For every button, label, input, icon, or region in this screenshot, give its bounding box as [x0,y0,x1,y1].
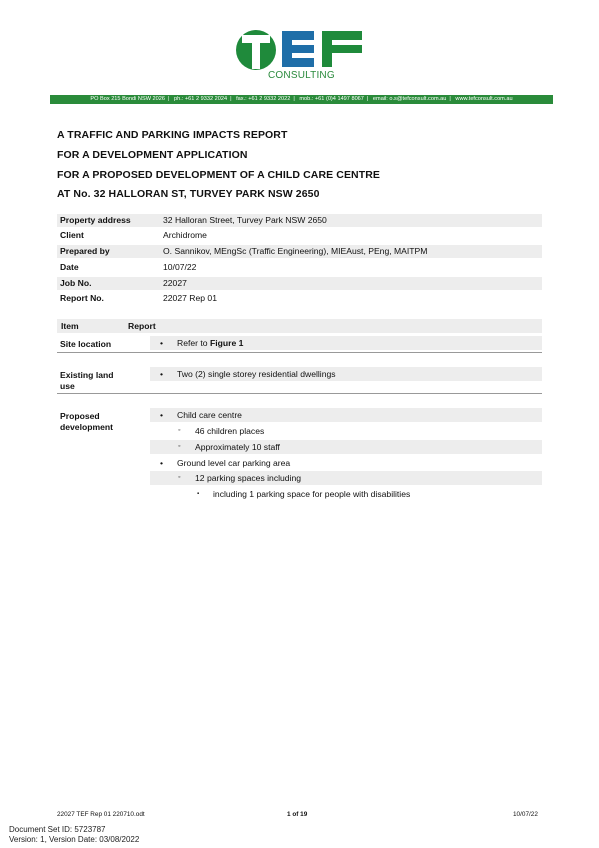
info-key: Job No. [60,278,92,288]
info-key: Property address [60,215,131,225]
info-row [57,277,542,290]
footer-date: 10/07/22 [513,811,538,818]
proposed-line-text: including 1 parking space for people with disabilities [213,489,411,499]
logo-subtitle: CONSULTING [268,70,335,81]
bullet-square: ▪ [197,491,200,497]
proposed-line [150,408,542,422]
contact-fax: fax.: +61 2 9332 2022 [236,96,291,102]
contact-bar: PO Box 215 Bondi NSW 2026 | ph.: +61 2 9332 2024 | fax.: +61 2 9332 2022 | mob.: +61 (0)4 1497 8067 | email: o.s@tefconsult.com.au | www.tefconsult.com.au [50,95,553,104]
proposed-line-text: Ground level car parking area [177,458,291,468]
site-location-text: Refer to Figure 1 [177,338,244,348]
info-value: 22027 Rep 01 [163,293,217,303]
bullet-disc: • [160,338,164,348]
report-table-header [57,319,542,333]
site-location-label: Site location [60,339,112,349]
info-value: 32 Halloran Street, Turvey Park NSW 2650 [163,215,327,225]
proposed-line [150,456,542,470]
logo-letter-t-stem [252,35,260,69]
title-line-1: A TRAFFIC AND PARKING IMPACTS REPORT [57,129,288,141]
bullet-disc: • [160,458,164,468]
title-line-3: FOR A PROPOSED DEVELOPMENT OF A CHILD CARE CENTRE [57,169,381,181]
row-separator [57,352,542,353]
info-value: 10/07/22 [163,262,197,272]
info-key: Prepared by [60,246,110,256]
info-value: 22027 [163,278,187,288]
proposed-line-text: 46 children places [195,426,265,436]
proposed-line [150,440,542,454]
version-date: Version: 1, Version Date: 03/08/2022 [9,835,140,844]
title-line-2: FOR A DEVELOPMENT APPLICATION [57,149,248,161]
existing-land-use-text: Two (2) single storey residential dwellings [177,369,336,379]
proposed-development-label: Proposed development [60,411,114,432]
document-set-id: Document Set ID: 5723787 [9,825,106,834]
bullet-disc: • [160,369,164,379]
info-value: Archidrome [163,230,207,240]
bullet-circle: ◦ [178,443,181,450]
proposed-line-text: Approximately 10 staff [195,442,280,452]
info-key: Client [60,230,84,240]
bullet-circle: ◦ [178,427,181,434]
contact-phone: ph.: +61 2 9332 2024 [174,96,228,102]
info-row [57,245,542,258]
proposed-line [150,471,542,485]
header-report: Report [128,321,156,331]
contact-email[interactable]: email: o.s@tefconsult.com.au [372,96,447,102]
info-row [57,229,542,242]
existing-land-use-label: Existing land use [60,370,114,391]
bullet-disc: • [160,410,164,420]
bullet-circle: ◦ [178,474,181,481]
contact-website[interactable]: www.tefconsult.com.au [455,96,513,102]
existing-land-use-row [150,367,542,381]
info-row [57,292,542,305]
info-key: Date [60,262,79,272]
proposed-line-text: 12 parking spaces including [195,473,302,483]
proposed-line [150,487,542,501]
contact-po-box: PO Box 215 Bondi NSW 2026 [90,96,165,102]
info-value: O. Sannikov, MEngSc (Traffic Engineering), MIEAust, PEng, MAITPM [163,246,428,256]
header-item: Item [61,321,79,331]
footer-page-number: 1 of 19 [287,811,308,818]
footer-filename: 22027 TEF Rep 01 220710.odt [57,811,145,818]
info-key: Report No. [60,293,104,303]
row-separator [57,393,542,394]
title-line-4: AT No. 32 HALLORAN ST, TURVEY PARK NSW 2650 [57,188,320,200]
contact-mobile: mob.: +61 (0)4 1497 8067 [299,96,364,102]
logo-letter-e [282,31,314,67]
proposed-line-text: Child care centre [177,410,242,420]
info-row [57,261,542,274]
site-location-row [150,336,542,350]
info-row [57,214,542,227]
proposed-line [150,424,542,438]
